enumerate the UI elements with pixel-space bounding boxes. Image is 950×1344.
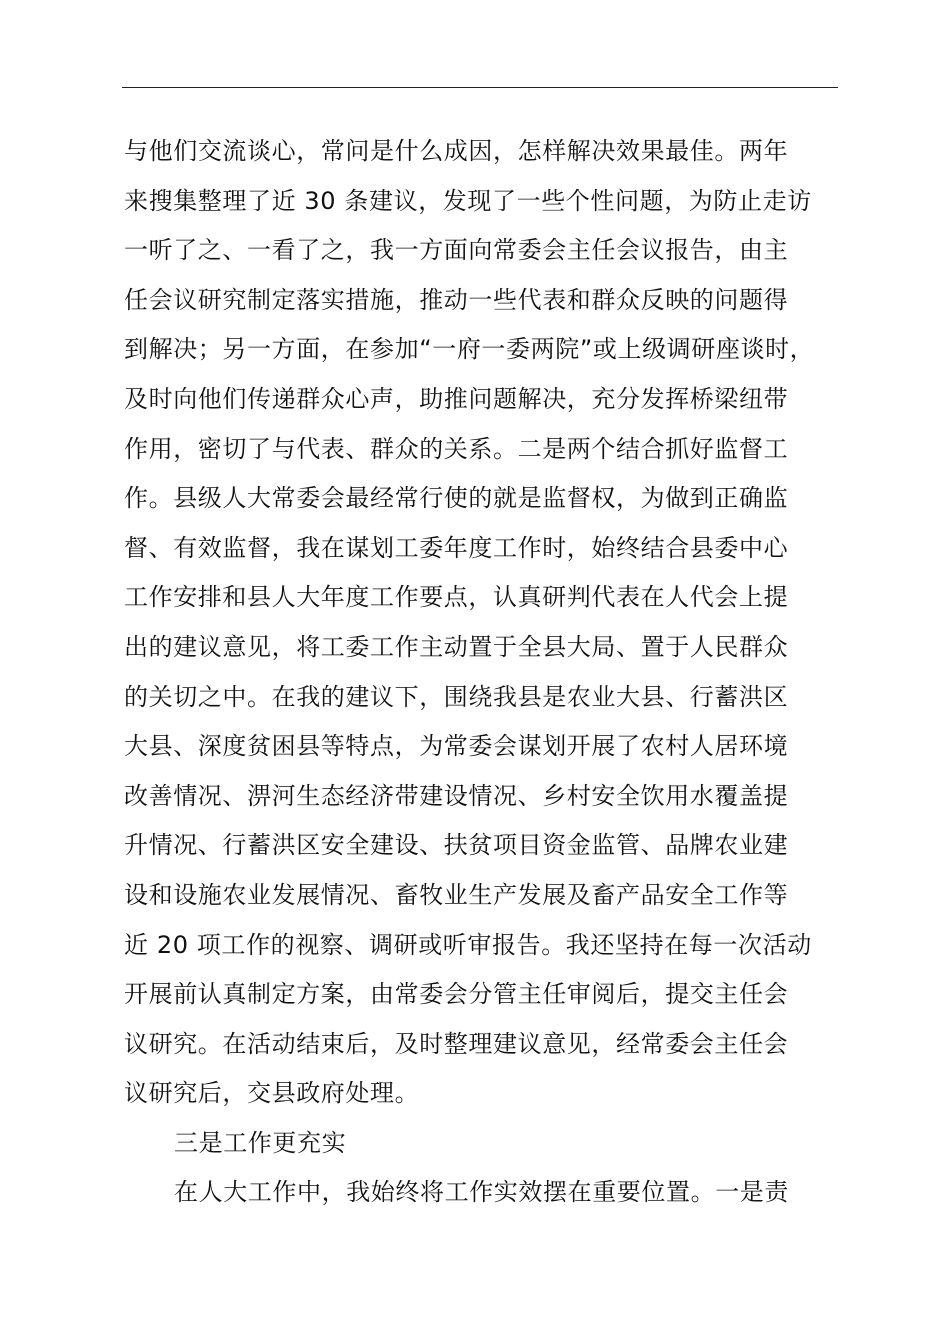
- text-line: 升情况、行蓄洪区安全建设、扶贫项目资金监管、品牌农业建: [124, 831, 789, 860]
- text-line: 出的建议意见，将工委工作主动置于全县大局、置于人民群众: [124, 632, 789, 661]
- text-line: 一听了之、一看了之，我一方面向常委会主任会议报告，由主: [124, 236, 789, 265]
- text-line: 大县、深度贫困县等特点，为常委会谋划开展了农村人居环境: [124, 732, 789, 761]
- text-line: 开展前认真制定方案，由常委会分管主任审阅后，提交主任会: [124, 980, 789, 1009]
- text-line: 到解决；另一方面，在参加“一府一委两院”或上级调研座谈时，: [124, 335, 815, 364]
- text-line: 工作安排和县人大年度工作要点，认真研判代表在人代会上提: [124, 583, 789, 612]
- header-rule: [122, 87, 838, 88]
- text-line: 来搜集整理了近 30 条建议，发现了一些个性问题，为防止走访: [124, 186, 812, 215]
- text-line: 作用，密切了与代表、群众的关系。二是两个结合抓好监督工: [124, 434, 789, 463]
- text-line: 议研究。在活动结束后，及时整理建议意见，经常委会主任会: [124, 1029, 789, 1058]
- paragraph-first-line: 在人大工作中，我始终将工作实效摆在重要位置。一是责: [174, 1178, 789, 1207]
- body-text: [124, 127, 864, 1218]
- text-line: 任会议研究制定落实措施，推动一些代表和群众反映的问题得: [124, 285, 789, 314]
- text-line: 改善情况、淠河生态经济带建设情况、乡村安全饮用水覆盖提: [124, 781, 789, 810]
- text-line: 督、有效监督，我在谋划工委年度工作时，始终结合县委中心: [124, 533, 789, 562]
- text-line: 与他们交流谈心，常问是什么成因，怎样解决效果最佳。两年: [124, 137, 789, 165]
- text-line: 近 20 项工作的视察、调研或听审报告。我还坚持在每一次活动: [124, 930, 812, 959]
- text-line: 的关切之中。在我的建议下，围绕我县是农业大县、行蓄洪区: [124, 682, 789, 711]
- text-line: 作。县级人大常委会最经常行使的就是监督权，为做到正确监: [124, 484, 789, 513]
- text-line: 及时向他们传递群众心声，助推问题解决，充分发挥桥梁纽带: [124, 384, 789, 413]
- text-line: 议研究后，交县政府处理。: [124, 1079, 420, 1108]
- section-heading: 三是工作更充实: [174, 1128, 347, 1157]
- text-line: 设和设施农业发展情况、畜牧业生产发展及畜产品安全工作等: [124, 880, 789, 909]
